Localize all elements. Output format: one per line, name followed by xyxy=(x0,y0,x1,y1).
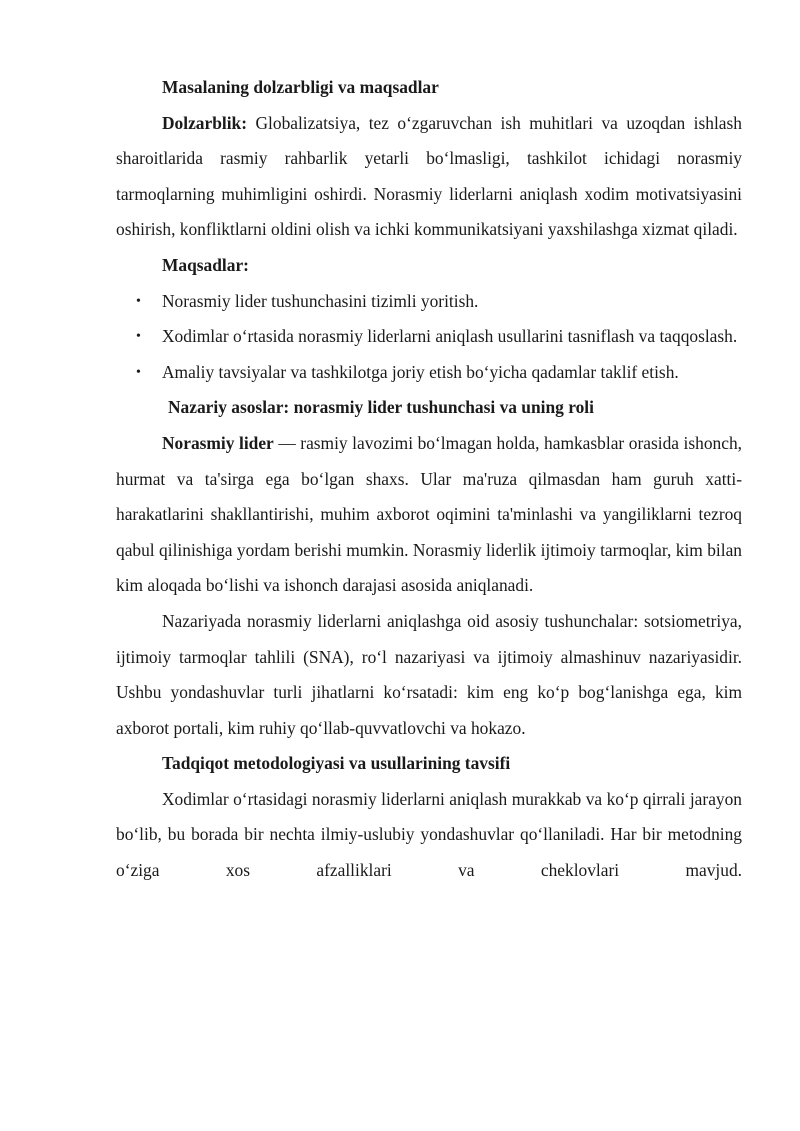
bullet-icon: • xyxy=(136,293,141,309)
paragraph-xodimlar: Xodimlar oʻrtasidagi norasmiy liderlarni aniqlash murakkab va koʻp qirrali jarayon boʻlib, bu borada bir nechta ilmiy-uslubiy yondashuvlar qoʻllaniladi. Har bir metodning oʻziga xos afzalliklari va cheklovlari mavjud. xyxy=(116,788,742,881)
paragraph-nazariyada: Nazariyada norasmiy liderlarni aniqlashga oid asosiy tushunchalar: sotsiometriya, ijtimoiy tarmoqlar tahlili (SNA), roʻl nazariyasi va ijtimoiy almashinuv nazariyasidir. Ushbu yondashuvlar turli jihatlarni koʻrsatadi: kim eng koʻp bogʻlanishga ega, kim axborot portali, kim ruhiy qoʻllab-quvvatlovchi va hokazo. xyxy=(116,610,742,738)
bullet-icon: • xyxy=(136,329,141,345)
text-norasmiy-lider: — rasmiy lavozimi boʻlmagan holda, hamkasblar orasida ishonch, hurmat va ta'sirga ega boʻlgan shaxs. Ular ma'ruza qilmasdan ham guruh xatti-harakatlarini shakllantirishi, muhim axborot oqimini ta'minlashi va yangiliklarni tezroq qabul qilinishiga yordam berishi mumkin. Norasmiy liderlik ijtimoiy tarmoqlar, kim bilan kim aloqada boʻlishi va ishonch darajasi asosida aniqlanadi. xyxy=(116,432,742,596)
bullet-icon: • xyxy=(136,364,141,380)
list-item xyxy=(136,319,742,355)
maqsadlar-list xyxy=(116,284,742,391)
heading-maqsadlar: Maqsadlar: xyxy=(162,254,249,275)
list-item-text: Xodimlar oʻrtasida norasmiy liderlarni aniqlash usullarini tasniflash va taqqoslash. xyxy=(162,326,738,347)
label-dolzarblik: Dolzarblik: xyxy=(162,112,248,133)
list-item xyxy=(136,284,742,320)
list-item xyxy=(136,355,742,391)
heading-tadqiqot: Tadqiqot metodologiyasi va usullarining tavsifi xyxy=(162,753,511,774)
heading-nazariy: Nazariy asoslar: norasmiy lider tushunchasi va uning roli xyxy=(168,397,594,418)
document-page xyxy=(116,70,742,889)
label-norasmiy-lider: Norasmiy lider xyxy=(162,432,274,453)
list-item-text: Amaliy tavsiyalar va tashkilotga joriy etish boʻyicha qadamlar taklif etish. xyxy=(162,361,679,382)
heading-dolzarbligi: Masalaning dolzarbligi va maqsadlar xyxy=(162,77,439,97)
list-item-text: Norasmiy lider tushunchasini tizimli yoritish. xyxy=(162,290,479,311)
text-dolzarblik: Globalizatsiya, tez oʻzgaruvchan ish muhitlari va uzoqdan ishlash sharoitlarida rasmiy rahbarlik yetarli boʻlmasligi, tashkilot ichidagi norasmiy tarmoqlarning muhimligini oshirdi. Norasmiy liderlarni aniqlash xodim motivatsiyasini oshirish, konfliktlarni oldini olish va ichki kommunikatsiyani yaxshilashga xizmat qiladi. xyxy=(116,112,742,240)
paragraph-dolzarblik xyxy=(116,106,742,248)
paragraph-norasmiy-lider xyxy=(116,426,742,604)
